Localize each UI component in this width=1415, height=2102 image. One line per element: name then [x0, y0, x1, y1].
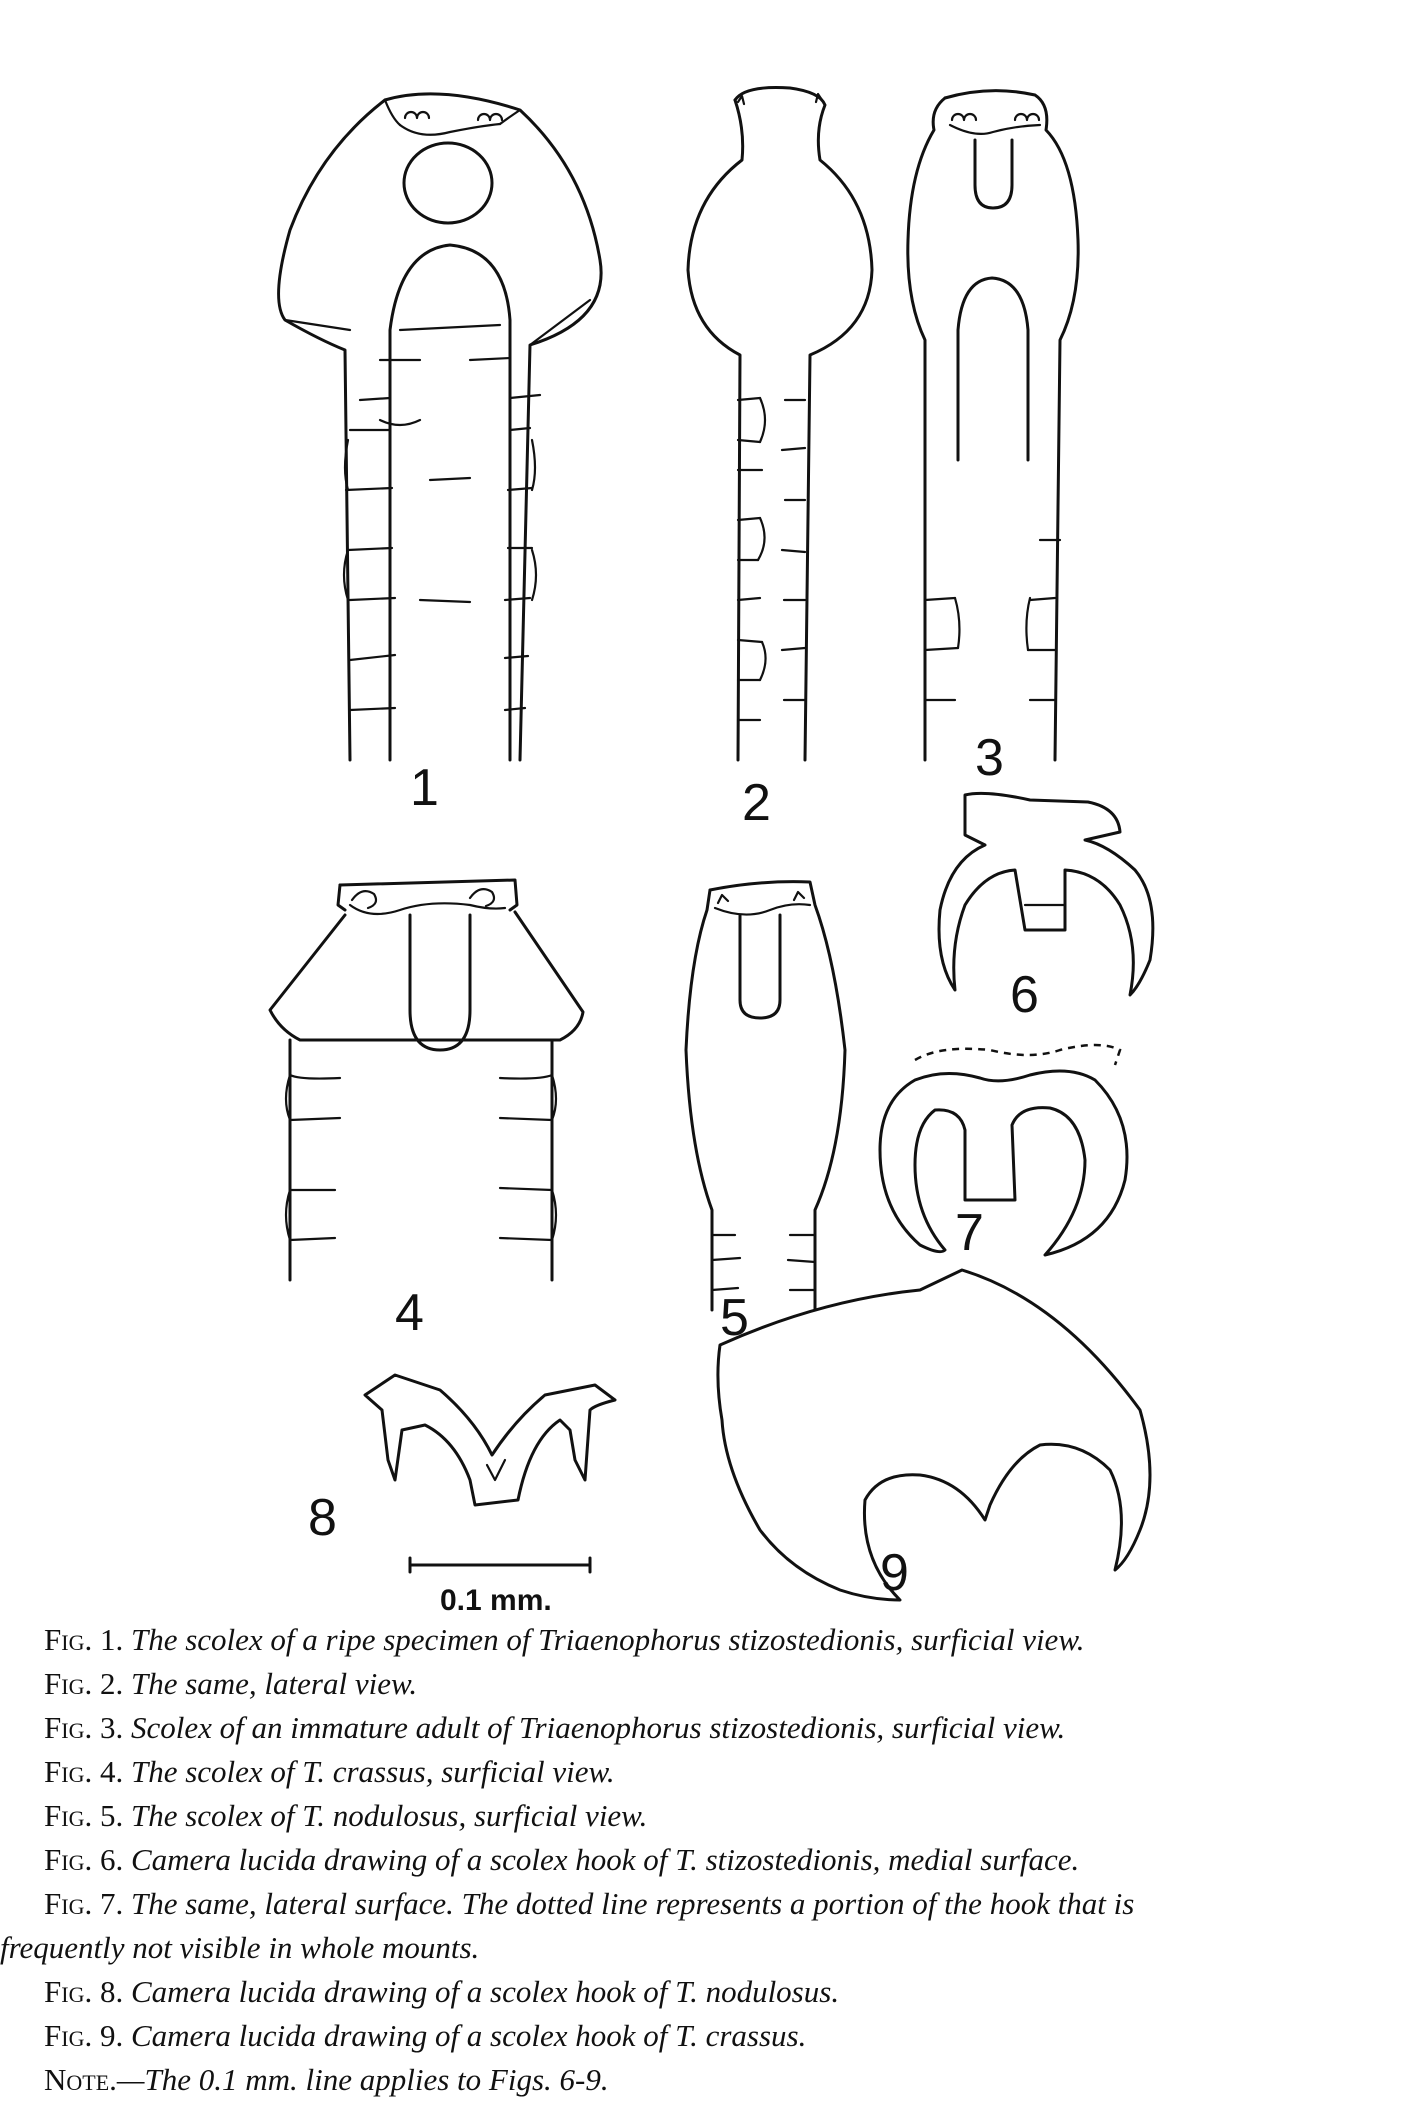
figure-7-number: 7: [955, 1204, 984, 1262]
caption-note: [0, 2058, 1415, 2102]
caption-text: The same, lateral view.: [130, 1666, 418, 1701]
caption-fig-8: [0, 1970, 1415, 2014]
caption-label: Fig. 6.: [44, 1842, 124, 1877]
caption-text: The same, lateral surface. The dotted line represents a portion of the hook that is: [130, 1886, 1135, 1921]
caption-text: The scolex of T. crassus, surficial view.: [130, 1754, 615, 1789]
caption-fig-4: [0, 1750, 1415, 1794]
figure-7-drawing: [880, 1045, 1127, 1255]
figure-1-drawing: [279, 94, 602, 760]
figure-6-number: 6: [1010, 966, 1039, 1024]
caption-label: Fig. 4.: [44, 1754, 124, 1789]
caption-label: Fig. 8.: [44, 1974, 124, 2009]
caption-fig-9: [0, 2014, 1415, 2058]
caption-fig-6: [0, 1838, 1415, 1882]
caption-text: The scolex of T. nodulosus, surficial view.: [130, 1798, 648, 1833]
caption-text: Camera lucida drawing of a scolex hook of T. crassus.: [130, 2018, 807, 2053]
caption-fig-5: [0, 1794, 1415, 1838]
figure-2-drawing: [688, 88, 872, 761]
caption-text: Scolex of an immature adult of Triaenophorus stizostedionis, surficial view.: [130, 1710, 1066, 1745]
figure-4-number: 4: [395, 1284, 424, 1342]
figure-9-number: 9: [880, 1544, 909, 1602]
caption-fig-1: [0, 1618, 1415, 1662]
caption-label: Fig. 3.: [44, 1710, 124, 1745]
figure-9-drawing: [718, 1270, 1150, 1600]
figure-8-number: 8: [308, 1489, 337, 1547]
caption-fig-3: [0, 1706, 1415, 1750]
caption-label: Fig. 2.: [44, 1666, 124, 1701]
caption-label: Fig. 9.: [44, 2018, 124, 2053]
figure-8-drawing: [365, 1375, 615, 1505]
figure-3-drawing: [908, 91, 1078, 760]
caption-fig-7-continuation: [0, 1926, 1415, 1970]
figure-captions: [0, 1618, 1415, 2102]
figure-3-number: 3: [975, 729, 1004, 787]
caption-label: Fig. 5.: [44, 1798, 124, 1833]
figure-5-drawing: [686, 882, 845, 1310]
caption-fig-7: [0, 1882, 1415, 1926]
figure-1-number: 1: [410, 759, 439, 817]
figure-5-number: 5: [720, 1289, 749, 1347]
caption-label: Note.: [44, 2062, 117, 2097]
caption-label: Fig. 1.: [44, 1622, 124, 1657]
caption-text: Camera lucida drawing of a scolex hook of T. stizostedionis, medial surface.: [130, 1842, 1080, 1877]
caption-fig-2: [0, 1662, 1415, 1706]
figure-2-number: 2: [742, 774, 771, 832]
caption-text: Camera lucida drawing of a scolex hook of T. nodulosus.: [130, 1974, 840, 2009]
caption-label: Fig. 7.: [44, 1886, 124, 1921]
caption-text: The scolex of a ripe specimen of Triaenophorus stizostedionis, surficial view.: [130, 1622, 1085, 1657]
scale-bar-label: 0.1 mm.: [440, 1584, 552, 1617]
caption-text: frequently not visible in whole mounts.: [0, 1930, 480, 1965]
figure-6-drawing: [939, 793, 1153, 995]
figure-4-drawing: [270, 880, 583, 1280]
caption-text: —The 0.1 mm. line applies to Figs. 6-9.: [116, 2062, 609, 2097]
scale-bar: [410, 1558, 590, 1572]
